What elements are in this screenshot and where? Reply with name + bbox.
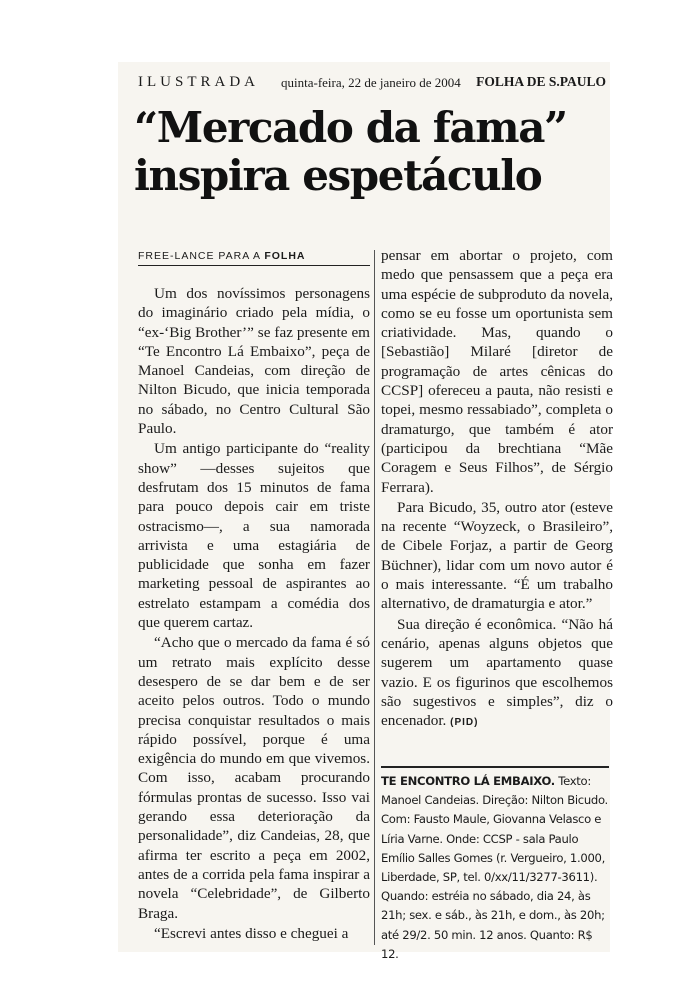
paragraph: Um dos novíssimos personagens do imaginário criado pela mídia, o “ex-‘Big Brother’” se faz presente em “Te Encontro Lá Embaixo”, peça de Manoel Candeias, com direção de Nilton Bicudo, que inicia temporada no sábado, no Centro Cultural São Paulo. (138, 285, 370, 438)
newspaper-name: FOLHA DE S.PAULO (476, 74, 606, 89)
section-name: ILUSTRADA (138, 74, 259, 90)
info-box-title: TE ENCONTRO LÁ EMBAIXO. (381, 774, 555, 788)
paragraph-continuation: pensar em abortar o projeto, com medo que pensassem que a peça era uma espécie de subproduto da novela, como se eu fosse um oportunista sem criatividade. Mas, quando o [Sebastião] Milaré [diretor de programação de artes cênicas do CCSP] ofereceu a pauta, não resisti e topei, mesmo ressabiado”, completa o dramaturgo, que também é ator (participou da brechtiana “Mãe Coragem e Seus Filhos”, de Sérgio Ferrara). (381, 247, 613, 496)
headline-line-1: “Mercado da fama” (134, 103, 567, 152)
paragraph (381, 615, 613, 733)
event-info-box (381, 772, 609, 964)
paragraph: Para Bicudo, 35, outro ator (esteve na recente “Woyzeck, o Brasileiro”, de Cibele Forjaz, a partir de Georg Büchner), lidar com um novo autor é o mais interessante. “É um trabalho alternativo, de dramaturgia e ator.” (381, 498, 613, 613)
headline-line-2: inspira espetáculo (134, 151, 542, 200)
paragraph: “Acho que o mercado da fama é só um retrato mais explícito desse desespero de se dar bem e de ser aceito pelos outros. Todo o mundo precisa conquistar resultados o mais rápido possível, porque é uma exigência do mundo em que vivemos. Com isso, acabam procurando fórmulas prontas de sucesso. Isso vai gerando essa deterioração da personalidade”, diz Candeias, 28, que afirma ter escrito a peça em 2002, antes de a corrida pela fama inspirar a novela “Celebridade”, de Gilberto Braga. (138, 634, 370, 922)
article-column-left (138, 284, 370, 944)
info-box-text: Texto: Manoel Candeias. Direção: Nilton Bicudo. Com: Fausto Maule, Giovanna Velasco e Líria Varne. Onde: CCSP - sala Paulo Emílio Salles Gomes (r. Vergueiro, 1.000, Liberdade, SP, tel. 0/xx/11/3277-3611). Quando: estréia no sábado, dia 24, às 21h; sex. e sáb., às 21h, e dom., às 20h; até 29/2. 50 min. 12 anos. Quanto: R$ 12. (381, 774, 608, 961)
byline-prefix: FREE-LANCE PARA A (138, 250, 265, 262)
byline-outlet: FOLHA (264, 250, 306, 262)
paragraph: “Escrevi antes disso e cheguei a (154, 924, 349, 942)
publication-date: quinta-feira, 22 de janeiro de 2004 (281, 75, 461, 90)
headline (134, 104, 604, 200)
page-header (138, 74, 608, 94)
paragraph-text: Sua direção é econômica. “Não há cenário, apenas alguns objetos que sugerem um apartamento quase vazio. E os figurinos que escolhemos são sugestivos e simples”, diz o encenador. (381, 615, 613, 730)
byline (138, 250, 370, 266)
paragraph: Um antigo participante do “reality show” —desses sujeitos que desfrutam dos 15 minutos de fama para pouco depois cair em triste ostracismo—, a sua namorada arrivista e uma estagiária de publicidade que sonha em fazer marketing pessoal de aspirantes ao estrelato estampam a comédia dos que querem cartaz. (138, 440, 370, 632)
column-divider (374, 250, 375, 945)
author-credit: (PID) (450, 717, 479, 729)
info-box-rule (381, 766, 609, 768)
article-column-right (381, 246, 613, 733)
